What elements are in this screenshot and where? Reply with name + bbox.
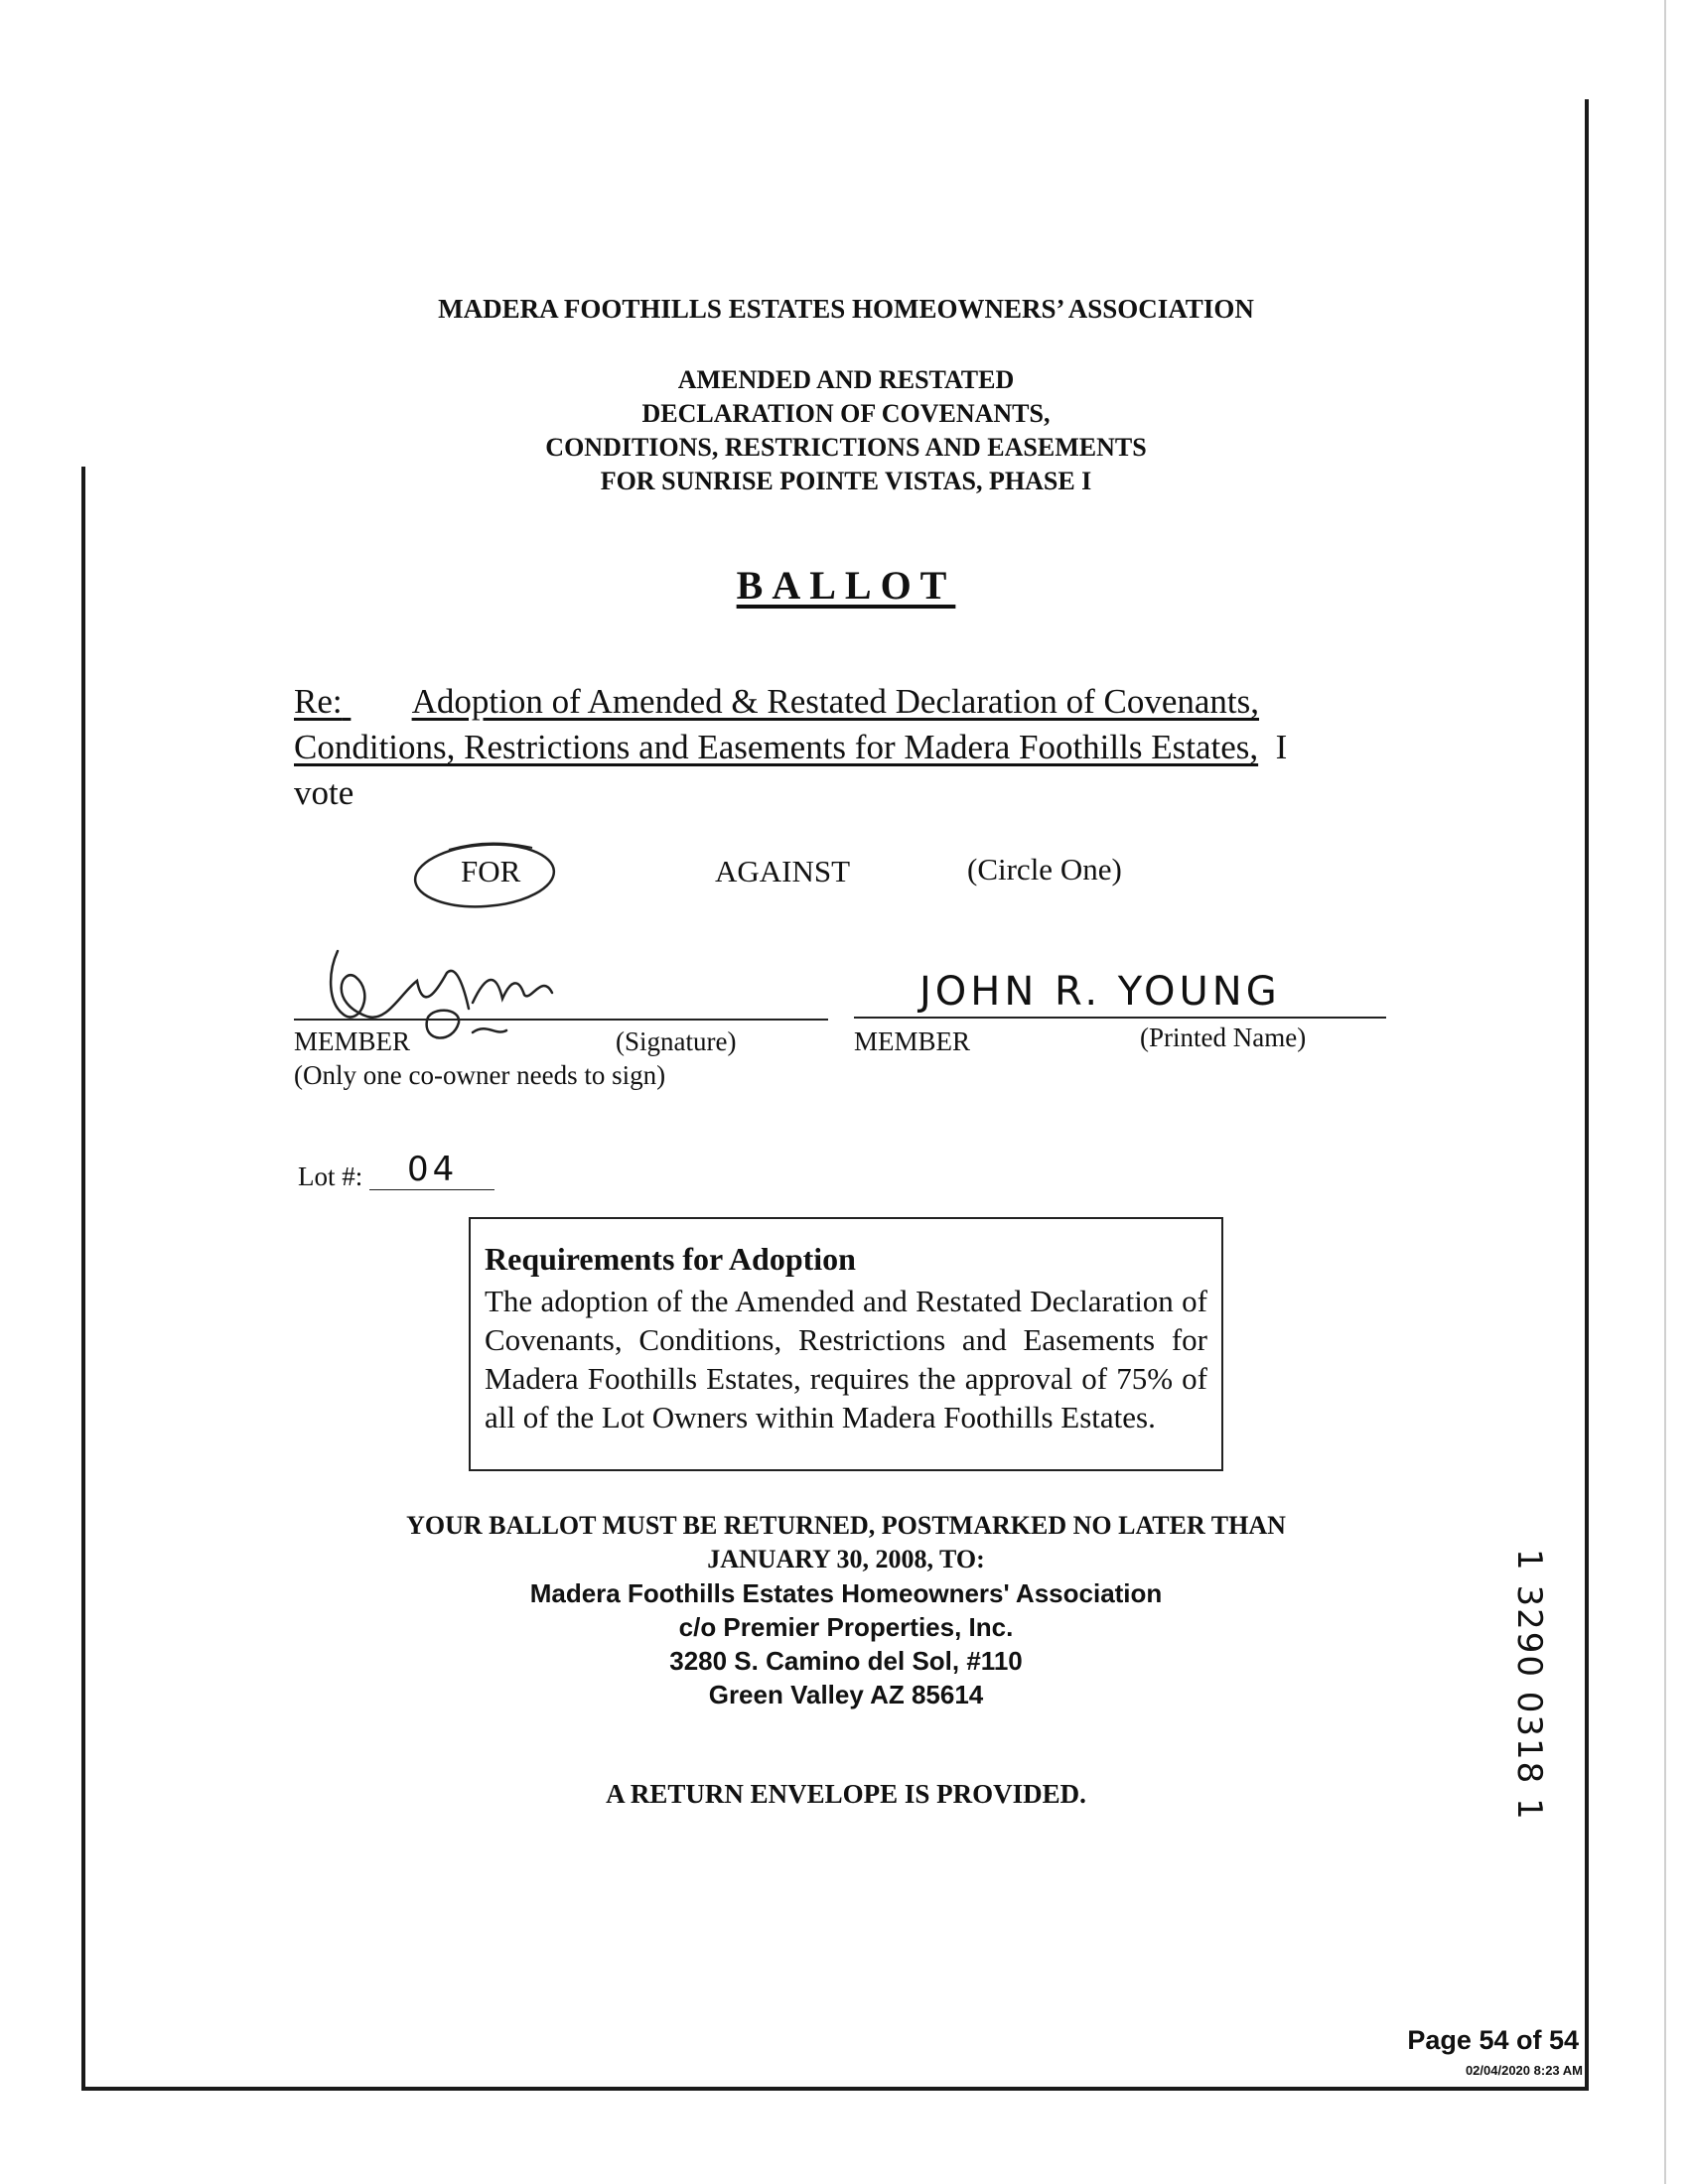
- re-line-3: vote: [294, 773, 354, 812]
- return-address-line: c/o Premier Properties, Inc.: [678, 1612, 1014, 1642]
- return-instructions: [0, 1509, 1692, 1711]
- signature-line: [294, 1019, 828, 1021]
- vote-for-label: FOR: [461, 854, 521, 888]
- lot-label: Lot #:: [298, 1161, 363, 1191]
- page-number: Page 54 of 54: [1407, 2025, 1579, 2055]
- return-address-line: 3280 S. Camino del Sol, #110: [669, 1646, 1023, 1676]
- vote-against-option[interactable]: AGAINST: [715, 854, 851, 888]
- printed-name-caption: (Printed Name): [1140, 1023, 1307, 1052]
- printed-name-line: [854, 1017, 1386, 1019]
- requirements-title: Requirements for Adoption: [485, 1241, 856, 1277]
- ballot-title: BALLOT: [736, 563, 956, 608]
- printed-name-value: JOHN R. YOUNG: [919, 969, 1281, 1015]
- title-line: FOR SUNRISE POINTE VISTAS, PHASE I: [600, 467, 1092, 495]
- document-number: [1509, 1549, 1579, 1822]
- return-line-2: JANUARY 30, 2008, TO:: [707, 1545, 985, 1573]
- title-line: DECLARATION OF COVENANTS,: [641, 399, 1051, 428]
- return-address-line: Green Valley AZ 85614: [708, 1680, 984, 1709]
- signature-caption: (Signature): [616, 1026, 737, 1056]
- re-line-1: Adoption of Amended & Restated Declaration of Covenants,: [411, 682, 1260, 721]
- title-line: CONDITIONS, RESTRICTIONS AND EASEMENTS: [545, 433, 1147, 462]
- declaration-title: [0, 363, 1692, 498]
- co-owner-note: (Only one co-owner needs to sign): [294, 1060, 666, 1090]
- association-heading: MADERA FOOTHILLS ESTATES HOMEOWNERS’ ASSOCIATION: [438, 294, 1254, 324]
- return-address-line: Madera Foothills Estates Homeowners' Association: [529, 1578, 1163, 1608]
- timestamp: 02/04/2020 8:23 AM: [1465, 2063, 1583, 2078]
- re-label: Re:: [294, 682, 343, 721]
- re-line-2: Conditions, Restrictions and Easements for Madera Foothills Estates,: [294, 728, 1259, 766]
- member-signature-label: MEMBER: [294, 1026, 411, 1056]
- re-paragraph: [294, 679, 1396, 816]
- document-number-text: 1 3290 0318 1: [1509, 1549, 1549, 1822]
- page-edge: [1664, 0, 1666, 2184]
- vote-for-option[interactable]: [409, 836, 560, 915]
- lot-line: [369, 1189, 494, 1190]
- circle-one-instruction: (Circle One): [967, 852, 1122, 887]
- envelope-note: A RETURN ENVELOPE IS PROVIDED.: [606, 1779, 1086, 1809]
- requirements-body: The adoption of the Amended and Restated Declaration of Covenants, Conditions, Restrictions and Easements for Madera Foothills Estates, requires the approval of 75% of all of the Lot Owners within Madera Foothills Estates.: [485, 1284, 1207, 1434]
- re-line-2-tail: I: [1275, 728, 1288, 766]
- requirements-box: [469, 1217, 1223, 1471]
- scan-border-left: [81, 467, 85, 2091]
- scan-border-bottom: [81, 2087, 1589, 2091]
- member-printed-label: MEMBER: [854, 1026, 971, 1056]
- title-line: AMENDED AND RESTATED: [677, 365, 1015, 394]
- return-line-1: YOUR BALLOT MUST BE RETURNED, POSTMARKED NO LATER THAN: [406, 1511, 1286, 1540]
- lot-value: 04: [407, 1150, 459, 1189]
